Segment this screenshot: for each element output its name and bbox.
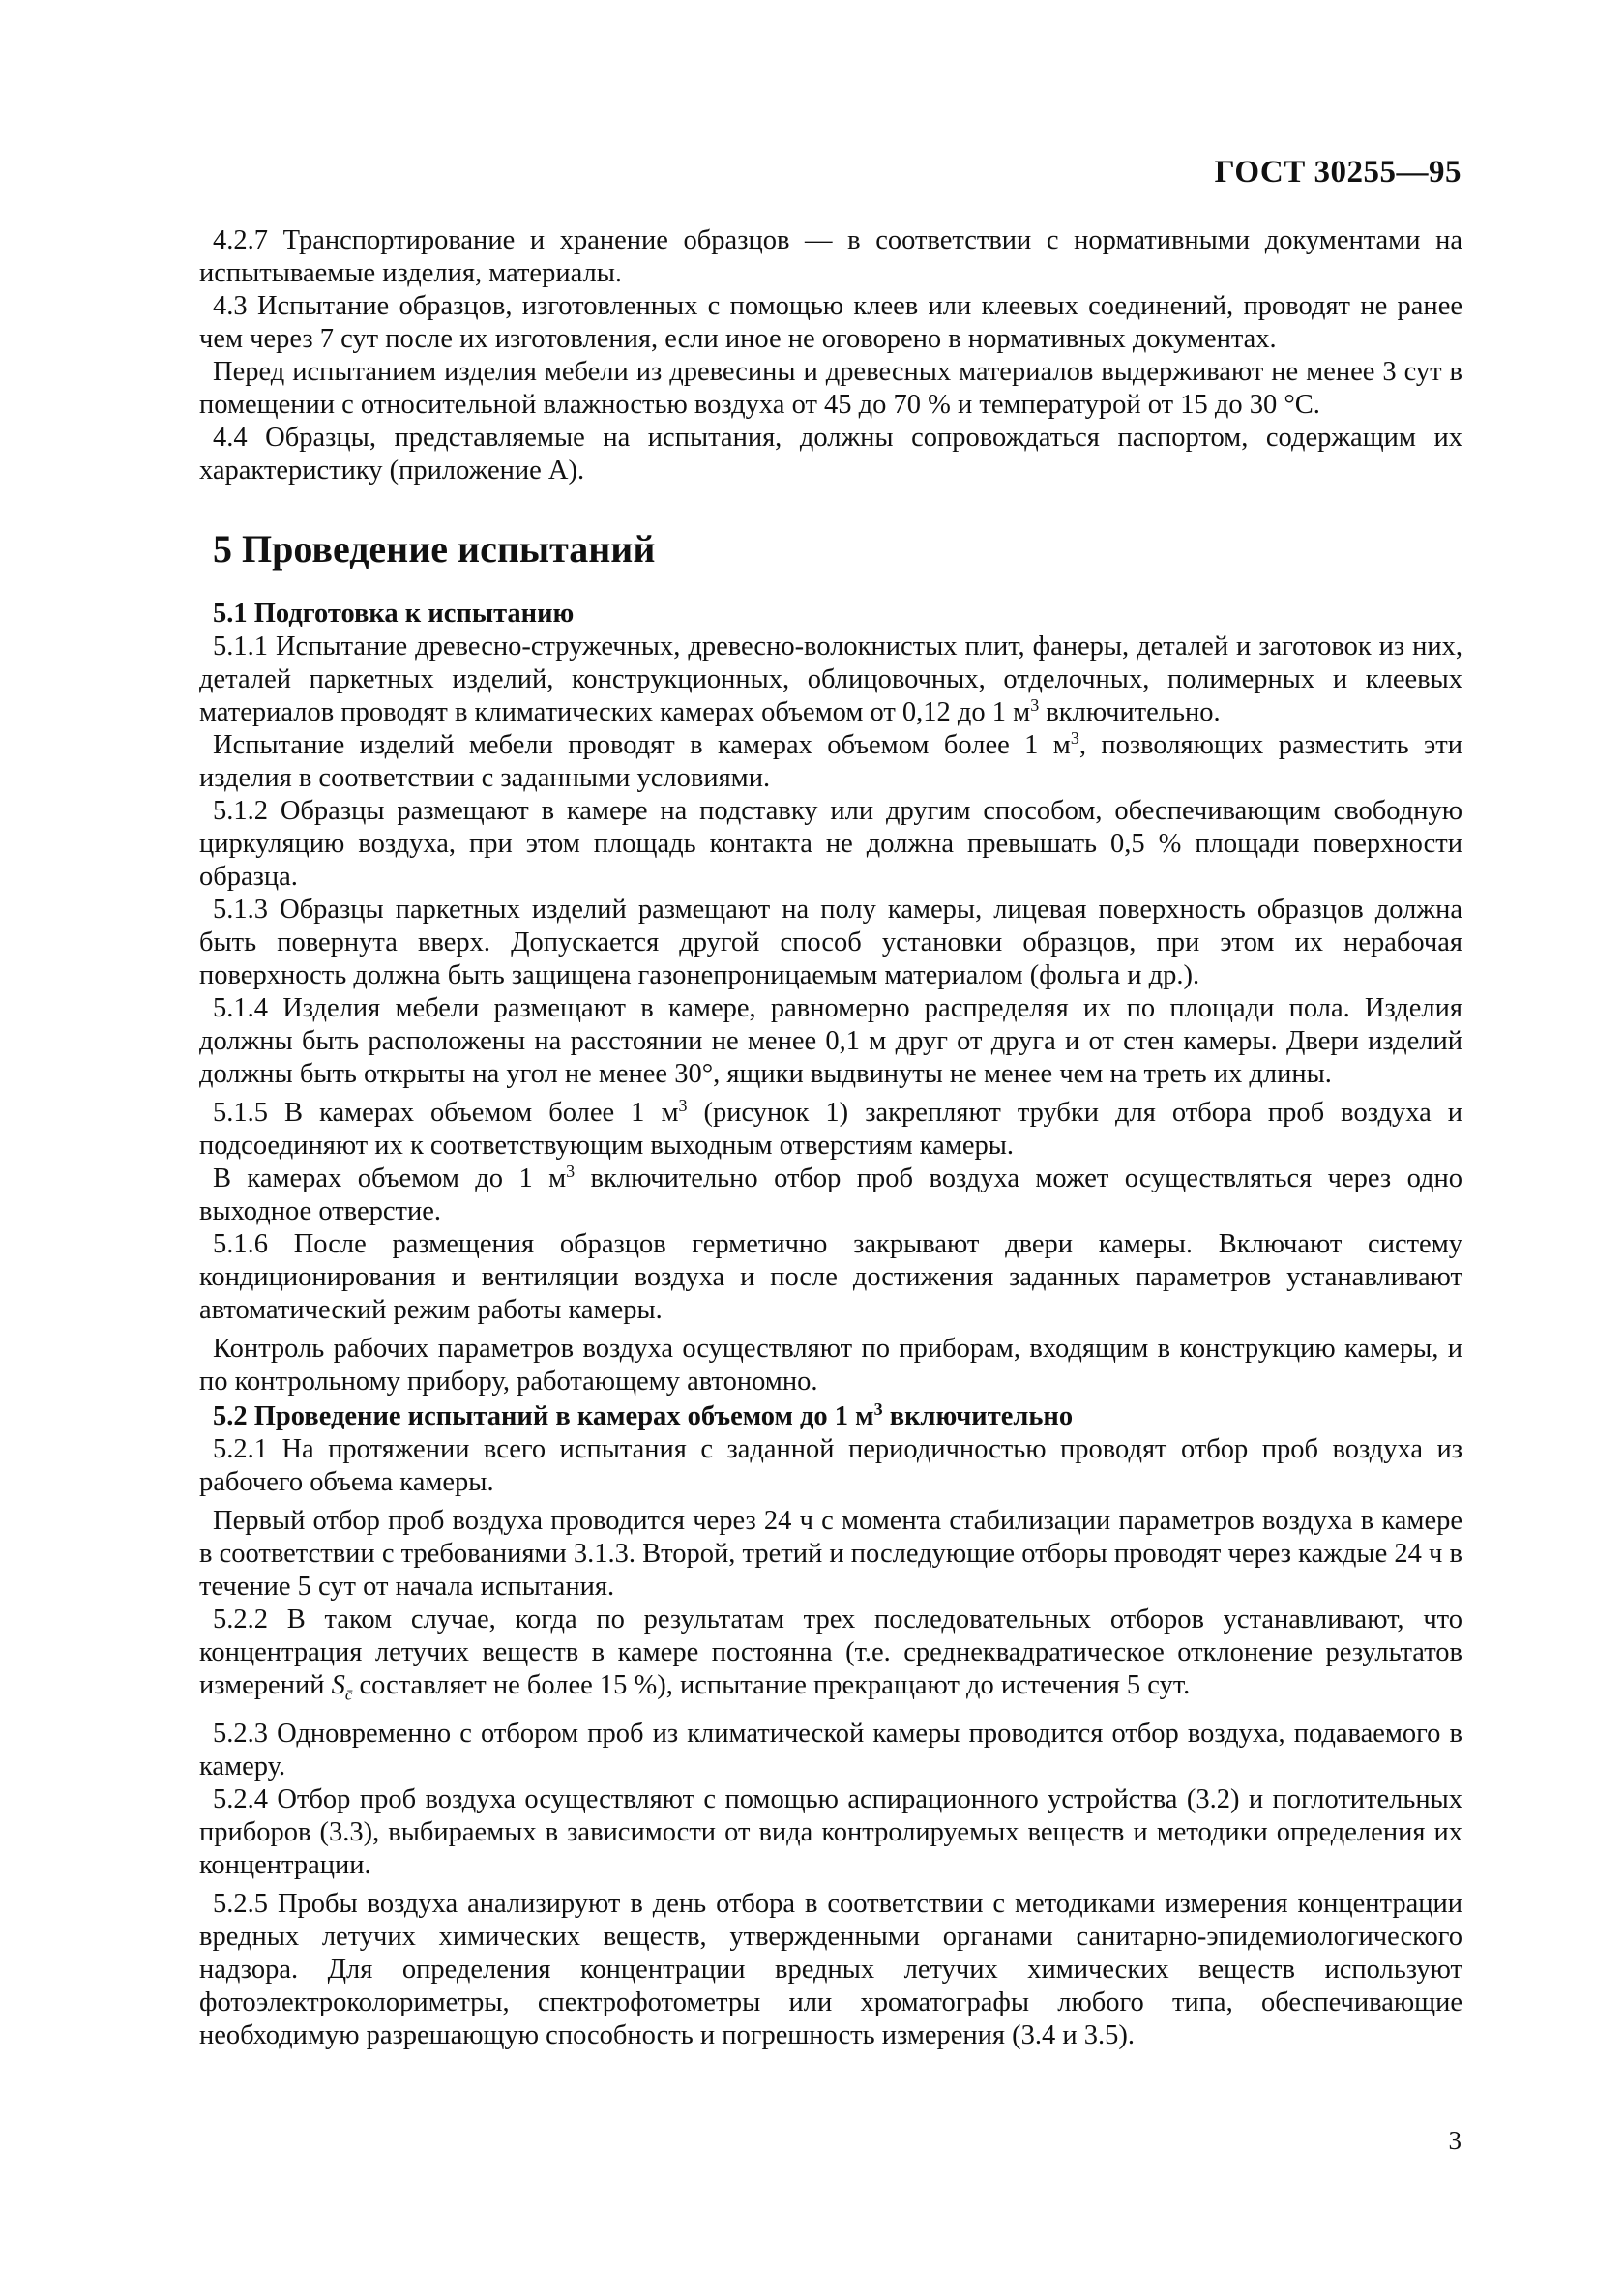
paragraph-5-2-4: 5.2.4 Отбор проб воздуха осуществляют с помощью аспирационного устройства (3.2) и поглотительных приборов (3.3), выбираемых в зависимости от вида контролируемых веществ и методики определения их концентрации. bbox=[199, 1783, 1462, 1880]
subsection-5-2-title: 5.2 Проведение испытаний в камерах объемом до 1 $м^3$ включительно bbox=[213, 1399, 1074, 1431]
page-content bbox=[199, 224, 1462, 2052]
paragraph-5-1-2: 5.1.2 Образцы размещают в камере на подставку или другим способом, обеспечивающим свободную циркуляцию воздуха, при этом площадь контакта не должна превышать 0,5 % площади поверхности образца. bbox=[199, 796, 1462, 892]
paragraph-5-2-1-schedule: Первый отбор проб воздуха проводится через 24 ч с момента стабилизации параметров воздуха в камере в соответствии с требованиями 3.1.3. Второй, третий и последующие отборы проводят через каждые 24 ч в течение 5 сут от начала испытания. bbox=[199, 1506, 1462, 1602]
paragraph-5-1-5: 5.1.5 В камерах объемом более 1 $м^3$ (рисунок 1) закрепляют трубки для отбора проб воздуха и подсоединяют их к соответствующим выходным отверстиям камеры. bbox=[199, 1096, 1462, 1161]
paragraph-5-1-3: 5.1.3 Образцы паркетных изделий размещают на полу камеры, лицевая поверхность образцов должна быть повернута вверх. Допускается другой способ установки образцов, при этом их нерабочая поверхность должна быть защищена газонепроницаемым материалом (фольга и др.). bbox=[199, 895, 1462, 990]
paragraph-5-2-3: 5.2.3 Одновременно с отбором проб из климатической камеры проводится отбор воздуха, подаваемого в камеру. bbox=[199, 1718, 1462, 1781]
paragraph-4-3-conditioning: Перед испытанием изделия мебели из древесины и древесных материалов выдерживают не менее 3 сут в помещении с относительной влажностью воздуха от 45 до 70 % и температурой от 15 до 30 °С. bbox=[199, 357, 1462, 420]
paragraph-5-1-6: 5.1.6 После размещения образцов герметично закрывают двери камеры. Включают систему кондиционирования и вентиляции воздуха и после достижения заданных параметров устанавливают автоматический режим работы камеры. bbox=[199, 1229, 1462, 1325]
paragraph-5-1-6-control: Контроль рабочих параметров воздуха осуществляют по приборам, входящим в конструкцию камеры, и по контрольному прибору, работающему автономно. bbox=[199, 1334, 1462, 1397]
paragraph-5-2-5: 5.2.5 Пробы воздуха анализируют в день отбора в соответствии с методиками измерения концентрации вредных летучих химических веществ, утвержденными органами санитарно-эпидемиологического надзора. Для определения концентрации вредных летучих химических веществ используют фотоэлектроколориметры, спектрофотометры или хроматографы любого типа, обеспечивающие необходимую разрешающую способность и погрешность измерения (3.4 и 3.5). bbox=[199, 1888, 1462, 2050]
paragraph-5-1-4: 5.1.4 Изделия мебели размещают в камере, равномерно распределяя их по площади пола. Изделия должны быть расположены на расстоянии не менее 0,1 м друг от друга и от стен камеры. Двери изделий должны быть открыты на угол не менее 30°, ящики выдвинуты не менее чем на треть их длины. bbox=[199, 993, 1462, 1089]
std-deviation-formula: $S_{c̄}$ bbox=[331, 1670, 353, 1704]
paragraph-4-2-7: 4.2.7 Транспортирование и хранение образцов — в соответствии с нормативными документами на испытываемые изделия, материалы. bbox=[199, 225, 1462, 288]
standard-number-header: ГОСТ 30255—95 bbox=[1214, 155, 1462, 190]
paragraph-4-3: 4.3 Испытание образцов, изготовленных с помощью клеев или клеевых соединений, проводят не ранее чем через 7 сут после их изготовления, если иное не оговорено в нормативных документах. bbox=[199, 291, 1462, 354]
paragraph-5-1-1-furniture: Испытание изделий мебели проводят в камерах объемом более 1 $м^3$, позволяющих разместить эти изделия в соответствии с заданными условиями. bbox=[199, 728, 1462, 793]
paragraph-5-2-1: 5.2.1 На протяжении всего испытания с заданной периодичностью проводят отбор проб воздуха из рабочего объема камеры. bbox=[199, 1434, 1462, 1497]
paragraph-5-1-5-small-chamber: В камерах объемом до 1 $м^3$ включительно отбор проб воздуха может осуществляться через одно выходное отверстие. bbox=[199, 1162, 1463, 1226]
paragraph-4-4: 4.4 Образцы, представляемые на испытания, должны сопровождаться паспортом, содержащим их характеристику (приложение А). bbox=[199, 423, 1462, 486]
page-number: 3 bbox=[1448, 2126, 1462, 2155]
subsection-5-1-title: 5.1 Подготовка к испытанию bbox=[213, 599, 575, 629]
section-5-title: 5 Проведение испытаний bbox=[213, 527, 656, 571]
paragraph-5-2-2: 5.2.2 В таком случае, когда по результатам трех последовательных отборов устанавливают, что концентрация летучих веществ в камере постоянна (т.е. среднеквадратическое отклонение результатов измерений $S_{c̄}$ составляет не более 15 %), испытание прекращают до истечения 5 сут. bbox=[199, 1604, 1462, 1704]
paragraph-5-1-1: 5.1.1 Испытание древесно-стружечных, древесно-волокнистых плит, фанеры, деталей и заготовок из них, деталей паркетных изделий, конструкционных, облицовочных, отделочных, полимерных и клеевых материалов проводят в климатических камерах объемом от 0,12 до 1 $м^3$ включительно. bbox=[199, 632, 1462, 727]
